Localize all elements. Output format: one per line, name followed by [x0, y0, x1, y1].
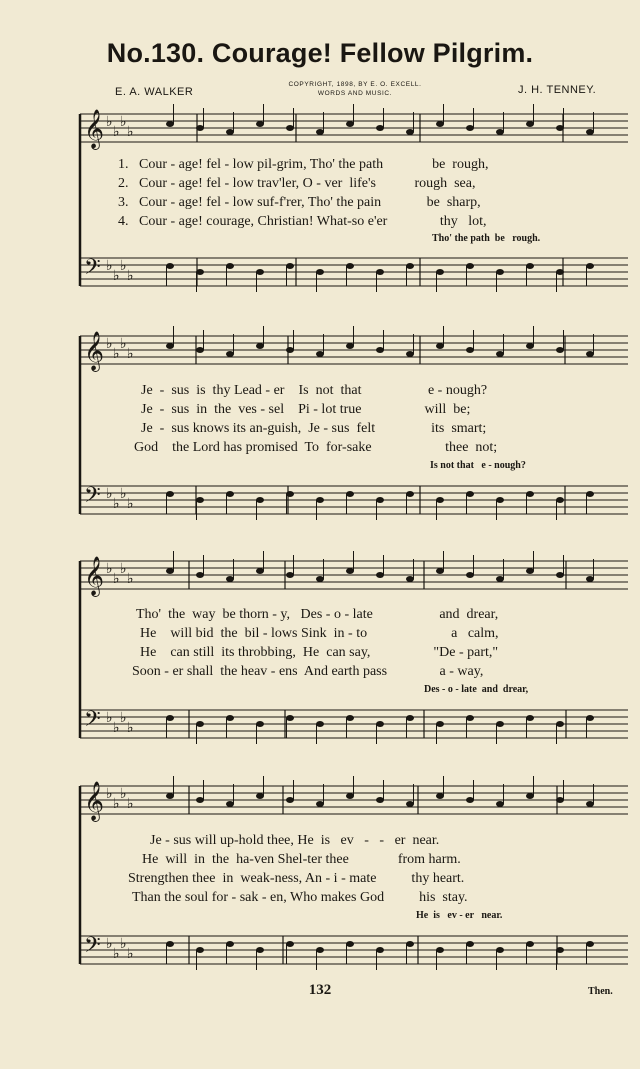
flat-icon: ♭: [106, 561, 113, 577]
note-head: [496, 269, 504, 275]
note-head: [286, 347, 294, 353]
flat-icon: ♭: [106, 258, 113, 274]
note-head: [286, 797, 294, 803]
flat-icon: ♭: [113, 796, 120, 812]
note-head: [526, 263, 534, 269]
flat-icon: ♭: [106, 336, 113, 352]
note-head: [496, 351, 504, 357]
flat-icon: ♭: [106, 936, 113, 952]
flat-icon: ♭: [120, 561, 127, 577]
note-head: [346, 793, 354, 799]
note-head: [526, 715, 534, 721]
flat-icon: ♭: [106, 486, 113, 502]
note-head: [406, 576, 414, 582]
note-head: [196, 347, 204, 353]
flat-icon: ♭: [106, 710, 113, 726]
note-head: [376, 721, 384, 727]
note-head: [556, 797, 564, 803]
flat-icon: ♭: [127, 346, 134, 362]
verse-line: He will bid the bil - lows Sink in - to a calm,: [140, 626, 499, 641]
hymn-title: No.130. Courage! Fellow Pilgrim.: [106, 38, 534, 68]
note-head: [526, 121, 534, 127]
continuation-cue: Then.: [588, 986, 613, 997]
note-head: [466, 263, 474, 269]
bass-echo-words: He is ev - er near.: [416, 910, 503, 921]
note-head: [166, 491, 174, 497]
flat-icon: ♭: [106, 114, 113, 130]
verse-line: God the Lord has promised To for-sake thee not;: [134, 440, 498, 455]
note-head: [376, 797, 384, 803]
flat-icon: ♭: [127, 124, 134, 140]
note-head: [526, 941, 534, 947]
note-head: [496, 721, 504, 727]
note-head: [226, 801, 234, 807]
note-head: [556, 125, 564, 131]
note-head: [586, 801, 594, 807]
note-head: [166, 121, 174, 127]
note-head: [256, 721, 264, 727]
treble-clef-icon: 𝄞: [84, 331, 105, 371]
note-head: [226, 129, 234, 135]
note-head: [166, 343, 174, 349]
note-head: [466, 797, 474, 803]
note-head: [556, 347, 564, 353]
note-head: [316, 269, 324, 275]
verse-line: 2. Cour - age! fel - low trav'ler, O - ver life's rough sea,: [118, 176, 476, 191]
verse-line: Tho' the way be thorn - y, Des - o - late and drear,: [136, 607, 499, 622]
verse-line: Je - sus in the ves - sel Pi - lot true will be;: [141, 402, 471, 417]
note-head: [376, 572, 384, 578]
note-head: [166, 568, 174, 574]
note-head: [196, 572, 204, 578]
note-head: [376, 497, 384, 503]
verse-line: He can still its throbbing, He can say, "De - part,": [140, 645, 499, 660]
flat-icon: ♭: [127, 796, 134, 812]
page-number: 132: [308, 982, 332, 998]
flat-icon: ♭: [120, 114, 127, 130]
note-head: [406, 263, 414, 269]
note-head: [346, 568, 354, 574]
note-head: [376, 947, 384, 953]
verse-line: Strengthen thee in weak-ness, An - i - mate thy heart.: [128, 871, 465, 886]
note-head: [586, 715, 594, 721]
note-head: [316, 497, 324, 503]
flat-icon: ♭: [120, 936, 127, 952]
verse-line: Soon - er shall the heav - ens And earth pass a - way,: [132, 664, 484, 679]
note-head: [286, 125, 294, 131]
note-head: [436, 343, 444, 349]
flat-icon: ♭: [120, 486, 127, 502]
note-head: [346, 715, 354, 721]
note-head: [286, 263, 294, 269]
note-head: [256, 568, 264, 574]
note-head: [496, 576, 504, 582]
verse-line: Je - sus will up-hold thee, He is ev - - er near.: [150, 833, 440, 848]
copyright-line: COPYRIGHT, 1898, BY E. O. EXCELL.: [288, 81, 422, 88]
verse-line: Je - sus is thy Lead - er Is not that e - nough?: [141, 383, 488, 398]
note-head: [556, 269, 564, 275]
note-head: [466, 715, 474, 721]
note-head: [166, 715, 174, 721]
note-head: [586, 263, 594, 269]
verse-line: 3. Cour - age! fel - low suf-f'rer, Tho' the pain be sharp,: [118, 195, 481, 210]
note-head: [226, 263, 234, 269]
note-head: [286, 941, 294, 947]
note-head: [346, 343, 354, 349]
bass-clef-icon: 𝄢: [84, 483, 101, 513]
flat-icon: ♭: [113, 720, 120, 736]
verse-line: He will in the ha-ven Shel-ter thee from harm.: [142, 852, 461, 867]
note-head: [586, 576, 594, 582]
verse-line: Than the soul for - sak - en, Who makes God his stay.: [132, 890, 468, 905]
verse-line: 4. Cour - age! courage, Christian! What-so e'er thy lot,: [118, 214, 487, 229]
treble-clef-icon: 𝄞: [84, 109, 105, 149]
note-head: [226, 941, 234, 947]
flat-icon: ♭: [127, 946, 134, 962]
note-head: [526, 568, 534, 574]
copyright-subline: WORDS AND MUSIC.: [317, 90, 393, 97]
note-head: [196, 269, 204, 275]
note-head: [346, 491, 354, 497]
note-head: [526, 491, 534, 497]
note-head: [286, 491, 294, 497]
note-head: [376, 125, 384, 131]
note-head: [256, 947, 264, 953]
note-head: [436, 721, 444, 727]
note-head: [286, 715, 294, 721]
note-head: [466, 941, 474, 947]
note-head: [346, 263, 354, 269]
note-head: [466, 347, 474, 353]
flat-icon: ♭: [127, 496, 134, 512]
note-head: [496, 801, 504, 807]
note-head: [436, 947, 444, 953]
note-head: [556, 947, 564, 953]
note-head: [406, 715, 414, 721]
treble-clef-icon: 𝄞: [84, 556, 105, 596]
note-head: [466, 572, 474, 578]
note-head: [436, 793, 444, 799]
note-head: [556, 497, 564, 503]
note-head: [226, 576, 234, 582]
note-head: [256, 343, 264, 349]
note-head: [586, 351, 594, 357]
note-head: [196, 125, 204, 131]
note-head: [166, 793, 174, 799]
note-head: [256, 121, 264, 127]
note-head: [376, 269, 384, 275]
note-head: [196, 797, 204, 803]
note-head: [526, 343, 534, 349]
note-head: [166, 263, 174, 269]
flat-icon: ♭: [127, 720, 134, 736]
note-head: [346, 121, 354, 127]
note-head: [406, 801, 414, 807]
note-head: [316, 801, 324, 807]
flat-icon: ♭: [120, 258, 127, 274]
flat-icon: ♭: [113, 346, 120, 362]
verse-line: Je - sus knows its an-guish, Je - sus felt its smart;: [141, 421, 487, 436]
flat-icon: ♭: [113, 124, 120, 140]
note-head: [586, 941, 594, 947]
note-head: [376, 347, 384, 353]
flat-icon: ♭: [113, 268, 120, 284]
bass-clef-icon: 𝄢: [84, 255, 101, 285]
composer-credit: J. H. TENNEY.: [518, 84, 597, 96]
note-head: [436, 121, 444, 127]
note-head: [196, 497, 204, 503]
note-head: [406, 941, 414, 947]
note-head: [406, 351, 414, 357]
note-head: [316, 129, 324, 135]
bass-clef-icon: 𝄢: [84, 707, 101, 737]
lyricist-credit: E. A. WALKER: [115, 86, 194, 98]
note-head: [556, 572, 564, 578]
note-head: [496, 497, 504, 503]
note-head: [316, 351, 324, 357]
bass-clef-icon: 𝄢: [84, 933, 101, 963]
flat-icon: ♭: [120, 336, 127, 352]
flat-icon: ♭: [127, 268, 134, 284]
verse-line: 1. Cour - age! fel - low pil-grim, Tho' the path be rough,: [118, 157, 489, 172]
flat-icon: ♭: [127, 571, 134, 587]
note-head: [496, 129, 504, 135]
flat-icon: ♭: [113, 496, 120, 512]
note-head: [406, 491, 414, 497]
note-head: [196, 721, 204, 727]
note-head: [256, 269, 264, 275]
note-head: [316, 576, 324, 582]
note-head: [466, 125, 474, 131]
note-head: [586, 129, 594, 135]
flat-icon: ♭: [113, 571, 120, 587]
note-head: [436, 497, 444, 503]
note-head: [196, 947, 204, 953]
bass-echo-words: Is not that e - nough?: [430, 460, 526, 471]
note-head: [466, 491, 474, 497]
note-head: [226, 715, 234, 721]
flat-icon: ♭: [120, 786, 127, 802]
note-head: [346, 941, 354, 947]
note-head: [556, 721, 564, 727]
note-head: [256, 793, 264, 799]
flat-icon: ♭: [113, 946, 120, 962]
note-head: [586, 491, 594, 497]
note-head: [256, 497, 264, 503]
flat-icon: ♭: [120, 710, 127, 726]
flat-icon: ♭: [106, 786, 113, 802]
note-head: [406, 129, 414, 135]
bass-echo-words: Des - o - late and drear,: [424, 684, 529, 695]
note-head: [226, 491, 234, 497]
note-head: [286, 572, 294, 578]
note-head: [496, 947, 504, 953]
note-head: [436, 269, 444, 275]
treble-clef-icon: 𝄞: [84, 781, 105, 821]
note-head: [166, 941, 174, 947]
note-head: [316, 721, 324, 727]
bass-echo-words: Tho' the path be rough.: [432, 233, 541, 244]
note-head: [316, 947, 324, 953]
note-head: [226, 351, 234, 357]
note-head: [436, 568, 444, 574]
note-head: [526, 793, 534, 799]
